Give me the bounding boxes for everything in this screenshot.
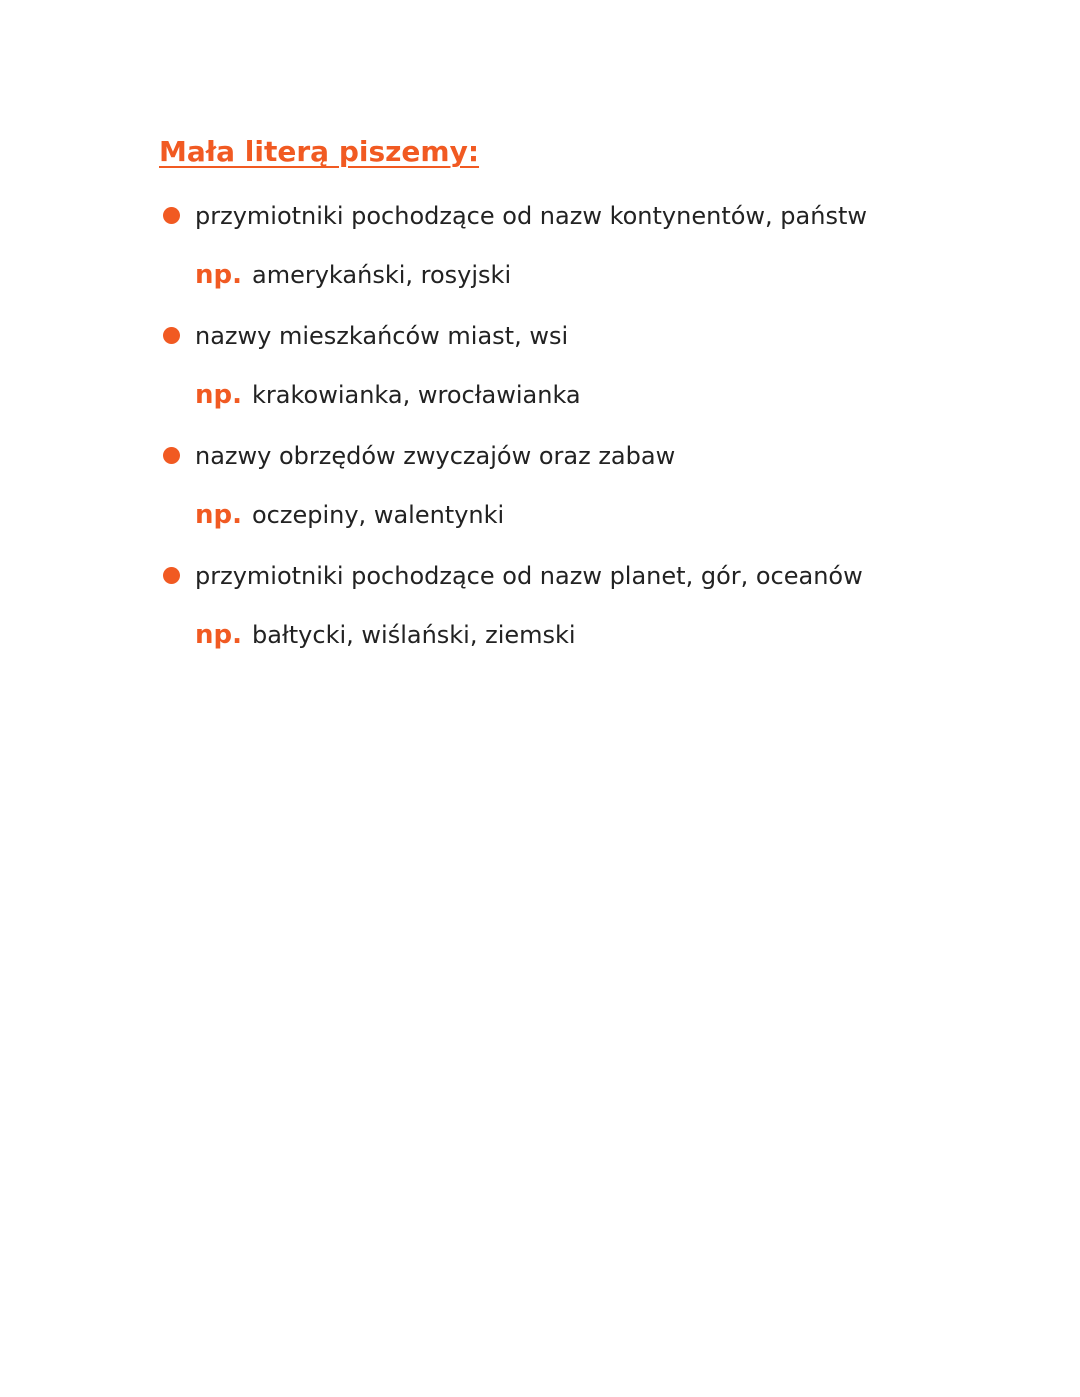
rule-item [0,560,1080,670]
orange-dot-icon [163,567,180,584]
example-line [195,258,511,292]
example-label: np. [195,620,242,650]
example-line [195,618,576,652]
example-line [195,378,581,412]
rule-text: nazwy mieszkańców miast, wsi [195,322,569,350]
example-text: bałtycki, wiślański, ziemski [252,621,576,649]
document-heading: Mała literą piszemy: [159,135,480,168]
rule-text: przymiotniki pochodzące od nazw kontynentów, państw [195,202,867,230]
orange-dot-icon [163,447,180,464]
example-text: amerykański, rosyjski [252,261,512,289]
rule-item [0,200,1080,310]
example-text: krakowianka, wrocławianka [252,381,581,409]
orange-dot-icon [163,327,180,344]
example-label: np. [195,260,242,290]
example-label: np. [195,380,242,410]
rule-text: nazwy obrzędów zwyczajów oraz zabaw [195,442,676,470]
example-label: np. [195,500,242,530]
example-text: oczepiny, walentynki [252,501,505,529]
rule-item [0,320,1080,430]
example-line [195,498,504,532]
rule-item [0,440,1080,550]
orange-dot-icon [163,207,180,224]
rule-text: przymiotniki pochodzące od nazw planet, gór, oceanów [195,562,863,590]
